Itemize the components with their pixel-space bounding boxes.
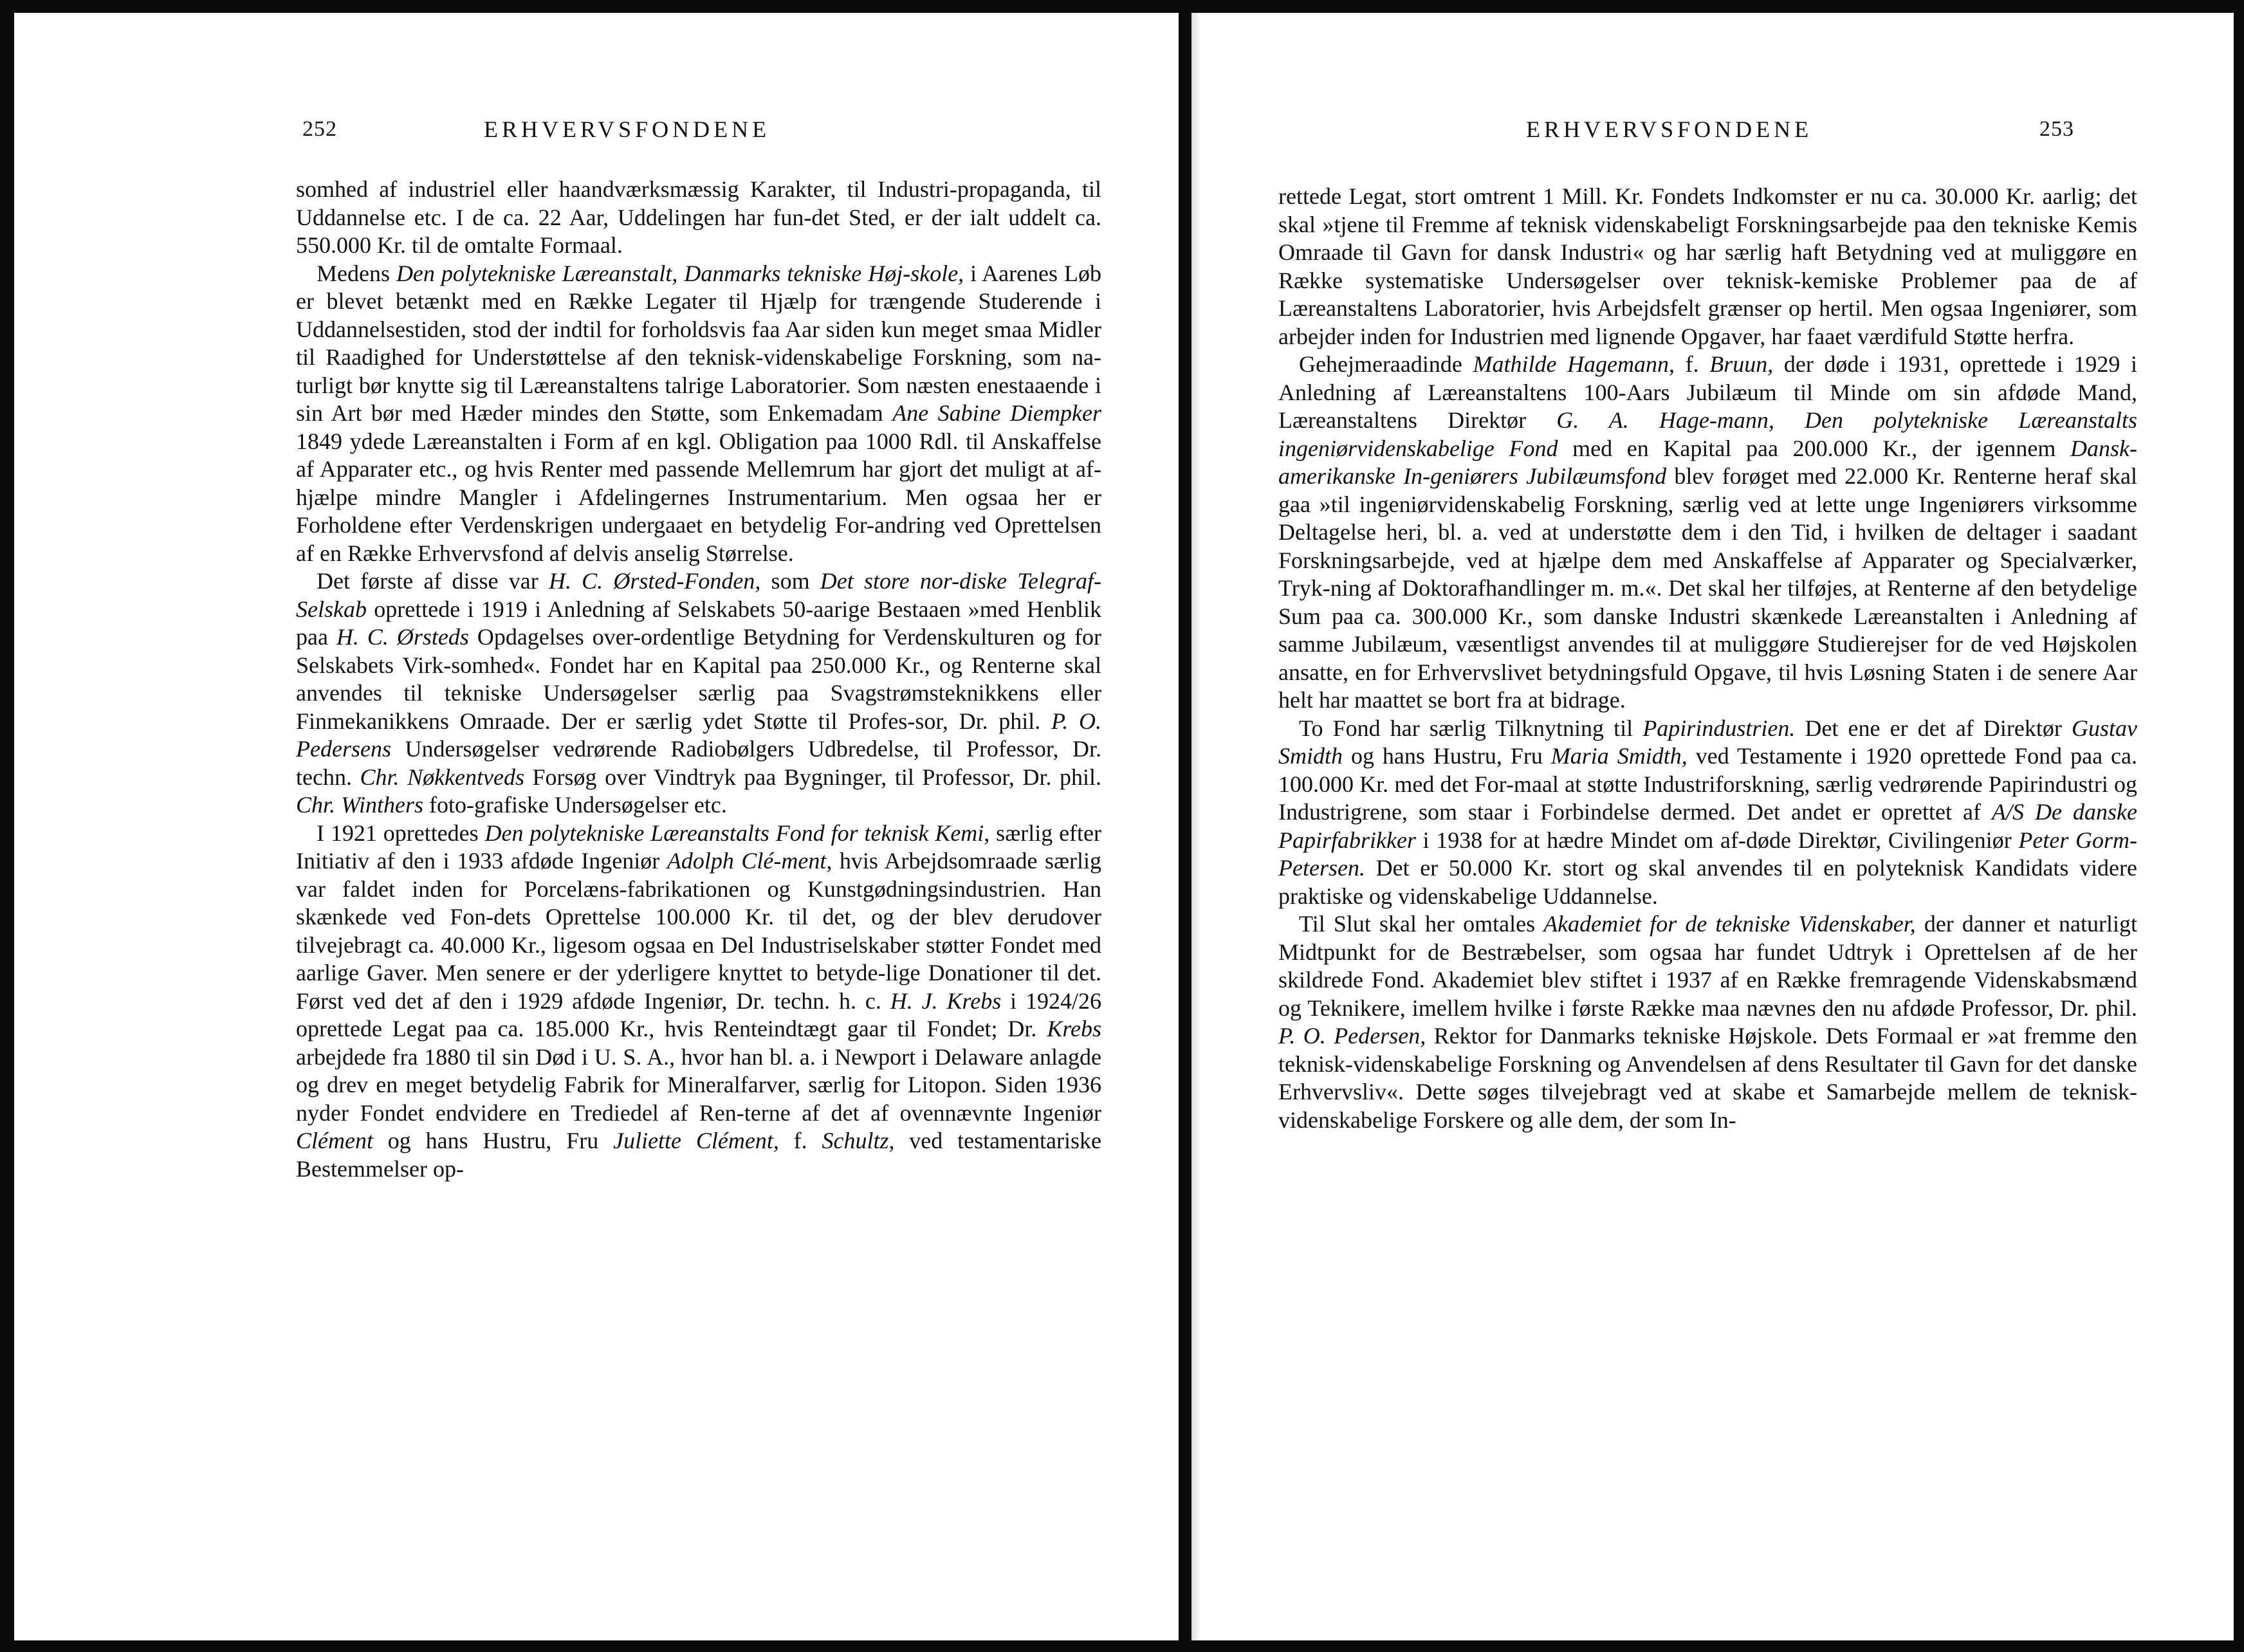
text-run: arbejdede fra 1880 til sin Død i U. S. A., hvor han bl. a. i Newport i Delaware anlagde og drev en meget betydelig Fabrik for Mineralfarver, særlig for Litopon. Siden 1936 nyder Fondet endvidere en Trediedel af Ren-terne af det af ovennævnte Ingeniør: [296, 1043, 1101, 1126]
italic-text: A/S De danske Papirfabrikker: [1278, 799, 2137, 853]
running-head: ERHVERVSFONDENE: [1526, 116, 1813, 142]
italic-text: Ane Sabine Diempker: [892, 400, 1101, 426]
text-run: Forsøg over Vindtryk paa Bygninger, til Professor, Dr. phil.: [524, 764, 1101, 790]
text-run: Rektor for Danmarks tekniske Højskole. Dets Formaal er »at fremme den teknisk-videnskabelige Forskning og Anvendelsen af dens Resultater til Gavn for det danske Erhvervsliv«. Dette søges tilvejebragt ved at skabe et Samarbejde mellem de teknisk-videnskabelige Forskere og alle dem, der som In-: [1278, 1023, 2137, 1133]
text-run: Det første af disse var: [317, 568, 549, 594]
text-run: der døde i 1931, oprettede i 1929 i Anledning af Læreanstaltens 100-Aars Jubilæum til Minde om sin afdøde Mand, Læreanstaltens Direktør: [1278, 351, 2137, 433]
text-run: som: [760, 568, 820, 594]
running-head: ERHVERVSFONDENE: [484, 116, 771, 142]
italic-text: Den polytekniske Læreanstalts Fond for teknisk Kemi,: [484, 820, 990, 846]
italic-text: Clément: [296, 1128, 373, 1153]
paragraph: [296, 176, 1101, 260]
paragraph: [1278, 183, 2137, 351]
text-run: ved Testamente i 1920 oprettede Fond paa ca. 100.000 Kr. med det For-maal at støtte Industriforskning, særlig vedrørende Papirindustri og Industrigrene, som staar i Forbindelse dermed. Det andet er oprettet af: [1278, 743, 2137, 825]
paragraph: [1278, 351, 2137, 715]
text-run: 1849 ydede Læreanstalten i Form af en kgl. Obligation paa 1000 Rdl. til Anskaffelse af Apparater etc., og hvis Renter med passende Mellemrum har gjort det muligt at af-hjælpe mindre Mangler i Afdelingernes Instrumentarium. Men ogsaa her er Forholdene efter Verdenskrigen undergaaet en betydelig For-andring ved Oprettelsen af en Række Erhvervsfond af delvis anselig Størrelse.: [296, 428, 1101, 566]
italic-text: Adolph Clé-ment,: [667, 848, 832, 874]
italic-text: Maria Smidth,: [1550, 743, 1688, 769]
text-run: oprettede i 1919 i Anledning af Selskabets 50-aarige Bestaaen »med Henblik paa: [296, 596, 1101, 650]
text-run: og hans Hustru, Fru: [372, 1128, 614, 1153]
italic-text: H. C. Ørsteds: [336, 624, 469, 650]
text-run: f.: [1675, 351, 1710, 377]
text-run: Gehejmeraadinde: [1299, 351, 1473, 377]
text-run: hvis Arbejdsomraade særlig var faldet inden for Porcelæns-fabrikationen og Kunstgødningsindustrien. Han skænkede ved Fon-dets Oprettelse 100.000 Kr. til det, og der blev derudover tilvejebragt ca. 40.000 Kr., ligesom ogsaa en Del Industriselskaber støtter Fondet med aarlige Gaver. Men senere er der yderligere knyttet to betyde-lige Donationer til det. Først ved det af den i 1929 afdøde Ingeniør, Dr. techn. h. c.: [296, 848, 1102, 1014]
page-number: 253: [2039, 117, 2074, 141]
paragraph: [296, 820, 1101, 1184]
italic-text: H. J. Krebs: [890, 987, 1002, 1014]
italic-text: Chr. Nøkkentveds: [360, 764, 524, 790]
text-run: f.: [778, 1128, 822, 1153]
italic-text: P. O. Pedersen,: [1278, 1023, 1426, 1049]
paragraph: [296, 567, 1101, 820]
italic-text: Juliette Clément,: [613, 1128, 779, 1153]
italic-text: Schultz,: [822, 1128, 895, 1153]
text-run: somhed af industriel eller haandværksmæssig Karakter, til Industri-propaganda, til Uddannelse etc. I de ca. 22 Aar, Uddelingen har fun-det Sted, er der ialt uddelt ca. 550.000 Kr. til de omtalte Formaal.: [296, 176, 1101, 258]
text-run: Det er 50.000 Kr. stort og skal anvendes til en polyteknisk Kandidats videre praktiske og videnskabelige Uddannelse.: [1278, 855, 2137, 909]
italic-text: Mathilde Hagemann,: [1473, 351, 1675, 377]
left-page: [14, 13, 1179, 1640]
text-run: I 1921 oprettedes: [317, 820, 485, 846]
text-run: rettede Legat, stort omtrent 1 Mill. Kr. Fondets Indkomster er nu ca. 30.000 Kr. aarlig; det skal »tjene til Fremme af teknisk videnskabeligt Forskningsarbejde paa den tekniske Kemis Omraade til Gavn for dansk Industri« og har særlig haft Betydning ved at muliggøre en Række systematiske Undersøgelser over teknisk-kemiske Problemer paa de af Læreanstaltens Laboratorier, hvis Arbejdsfelt grænser op hertil. Men ogsaa Ingeniører, som arbejder inden for Industrien med lignende Opgaver, har faaet værdifuld Støtte herfra.: [1278, 183, 2137, 349]
paragraph: [1278, 715, 2137, 911]
right-page: [1191, 13, 2234, 1640]
text-run: ved testamentariske Bestemmelser op-: [296, 1128, 1101, 1182]
italic-text: Det store nor-diske Telegraf-Selskab: [296, 568, 1101, 622]
text-run: Det ene er det af Direktør: [1795, 715, 2072, 741]
text-run: Til Slut skal her omtales: [1299, 911, 1544, 937]
italic-text: Chr. Winthers: [296, 792, 424, 818]
text-run: To Fond har særlig Tilknytning til: [1299, 715, 1643, 741]
italic-text: Peter Gorm-Petersen.: [1278, 827, 2138, 881]
italic-text: Krebs: [1047, 1016, 1101, 1042]
paragraph: [1278, 910, 2137, 1134]
italic-text: Den polytekniske Læreanstalt, Danmarks tekniske Høj-skole,: [396, 260, 964, 286]
right-page-body: [1278, 183, 2137, 1134]
text-run: foto-grafiske Undersøgelser etc.: [423, 792, 727, 818]
text-run: med en Kapital paa 200.000 Kr., der igennem: [1558, 435, 2071, 461]
text-run: i 1924/26 oprettede Legat paa ca. 185.000 Kr., hvis Renteindtægt gaar til Fondet; Dr.: [296, 987, 1101, 1042]
text-run: Opdagelses over-ordentlige Betydning for Verdenskulturen og for Selskabets Virk-somhed«. Fondet har en Kapital paa 250.000 Kr., og Renterne skal anvendes til tekniske Undersøgelser særlig paa Svagstrømsteknikkens eller Finmekanikkens Omraade. Der er særlig ydet Støtte til Profes-sor, Dr. phil.: [296, 624, 1101, 734]
text-run: og hans Hustru, Fru: [1343, 743, 1551, 769]
italic-text: Dansk-amerikanske In-geniørers Jubilæumsfond: [1278, 435, 2138, 489]
italic-text: Papirindustrien.: [1642, 715, 1796, 741]
left-page-body: [296, 176, 1101, 1183]
italic-text: Akademiet for de tekniske Videnskaber,: [1543, 911, 1916, 937]
italic-text: H. C. Ørsted-Fonden,: [548, 568, 761, 594]
italic-text: Gustav Smidth: [1278, 715, 2137, 769]
page-number: 252: [302, 117, 337, 141]
italic-text: P. O. Pedersens: [296, 708, 1101, 762]
text-run: blev forøget med 22.000 Kr. Renterne heraf skal gaa »til ingeniørvidenskabelig Forskning, særlig ved at lette unge Ingeniørers virksomme Deltagelse heri, bl. a. ved at understøtte dem i den Tid, i hvilken de deltager i saadant Forskningsarbejde, ved at hjælpe dem med Anskaffelse af Apparater og Specialværker, Tryk-ning af Doktorafhandlinger m. m.«. Det skal her tilføjes, at Renterne af den betydelige Sum paa ca. 300.000 Kr., som danske Industri skænkede Læreanstalten i Anledning af samme Jubilæum, væsentligst anvendes til at muliggøre Studierejser for de ved Højskolen ansatte, en for Erhvervslivet betydningsfuld Opgave, til hvis Løsning Staten i de senere Aar helt har maattet se bort fra at bidrage.: [1278, 463, 2138, 713]
text-run: i Aarenes Løb er blevet betænkt med en Række Legater til Hjælp for trængende Studerende i Uddannelsestiden, stod der indtil for forholdsvis faa Aar siden kun meget smaa Midler til Raadighed for Understøttelse af den teknisk-videnskabelige Forskning, som na-turligt bør knytte sig til Læreanstaltens talrige Laboratorier. Som næsten enestaaende i sin Art bør med Hæder mindes den Støtte, som Enkemadam: [296, 260, 1101, 426]
text-run: i 1938 for at hædre Mindet om af-døde Direktør, Civilingeniør: [1415, 827, 2019, 853]
text-run: særlig efter Initiativ af den i 1933 afdøde Ingeniør: [296, 820, 1102, 874]
text-run: Undersøgelser vedrørende Radiobølgers Udbredelse, til Professor, Dr. techn.: [296, 736, 1101, 790]
text-run: Medens: [317, 260, 396, 286]
text-run: der danner et naturligt Midtpunkt for de Bestræbelser, som ogsaa har fundet Udtryk i Oprettelsen af de her skildrede Fond. Akademiet blev stiftet i 1937 af en Række fremragende Videnskabsmænd og Teknikere, imellem hvilke i første Række maa nævnes den nu afdøde Professor, Dr. phil.: [1278, 911, 2137, 1021]
italic-text: G. A. Hage-mann, Den polytekniske Læreanstalts ingeniørvidenskabelige Fond: [1278, 407, 2137, 461]
italic-text: Bruun,: [1709, 351, 1774, 377]
paragraph: [296, 260, 1101, 568]
page-gutter: [1191, 13, 1200, 1640]
